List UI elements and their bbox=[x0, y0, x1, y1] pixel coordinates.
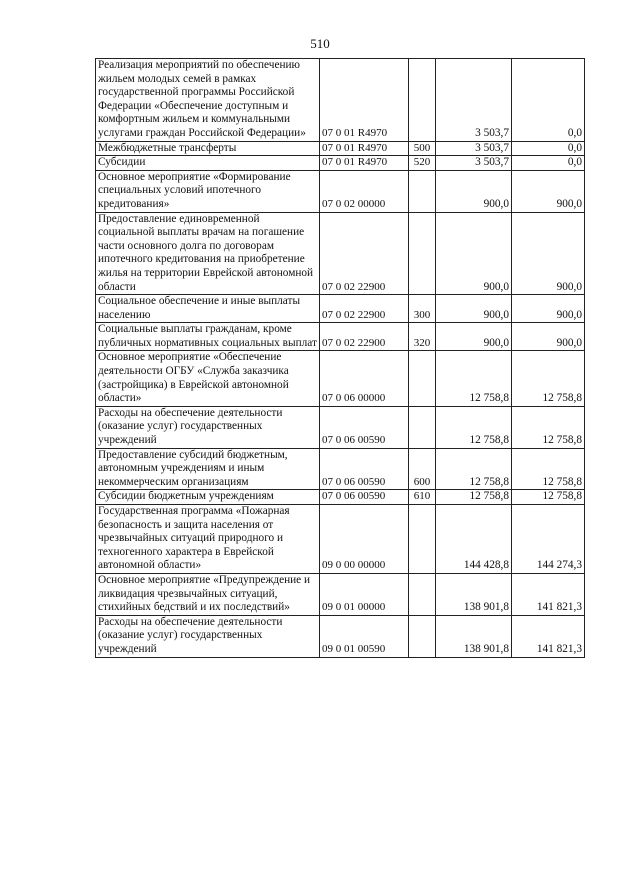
row-sum2: 141 821,3 bbox=[512, 615, 585, 657]
table-row bbox=[96, 351, 585, 406]
row-vr: 520 bbox=[409, 156, 436, 171]
row-sum1: 138 901,8 bbox=[436, 615, 512, 657]
row-code: 09 0 00 00000 bbox=[320, 505, 409, 574]
budget-table bbox=[95, 58, 585, 658]
row-sum2: 0,0 bbox=[512, 59, 585, 142]
row-vr: 300 bbox=[409, 295, 436, 323]
table-row bbox=[96, 323, 585, 351]
table-row bbox=[96, 170, 585, 212]
row-sum2: 0,0 bbox=[512, 156, 585, 171]
row-name: Социальное обеспечение и иные выплаты населению bbox=[96, 295, 320, 323]
row-name: Государственная программа «Пожарная безопасность и защита населения от чрезвычайных ситуаций природного и техногенного характера в Еврейской автономной области» bbox=[96, 505, 320, 574]
row-name: Расходы на обеспечение деятельности (оказание услуг) государственных учреждений bbox=[96, 615, 320, 657]
table-row bbox=[96, 59, 585, 142]
row-name: Межбюджетные трансферты bbox=[96, 141, 320, 156]
row-vr bbox=[409, 59, 436, 142]
row-sum2: 900,0 bbox=[512, 170, 585, 212]
table-row bbox=[96, 615, 585, 657]
row-code: 07 0 02 00000 bbox=[320, 170, 409, 212]
row-vr bbox=[409, 615, 436, 657]
row-code: 07 0 01 R4970 bbox=[320, 156, 409, 171]
row-vr: 320 bbox=[409, 323, 436, 351]
row-sum2: 900,0 bbox=[512, 323, 585, 351]
row-sum1: 12 758,8 bbox=[436, 406, 512, 448]
table-row bbox=[96, 141, 585, 156]
row-sum2: 0,0 bbox=[512, 141, 585, 156]
row-sum1: 138 901,8 bbox=[436, 573, 512, 615]
row-sum1: 3 503,7 bbox=[436, 141, 512, 156]
row-sum2: 141 821,3 bbox=[512, 573, 585, 615]
table-row bbox=[96, 573, 585, 615]
row-vr bbox=[409, 212, 436, 295]
budget-table-body bbox=[96, 59, 585, 658]
page-number: 510 bbox=[310, 36, 330, 51]
row-code: 07 0 01 R4970 bbox=[320, 141, 409, 156]
row-vr bbox=[409, 351, 436, 406]
table-row bbox=[96, 212, 585, 295]
row-name: Основное мероприятие «Формирование специальных условий ипотечного кредитования» bbox=[96, 170, 320, 212]
row-vr bbox=[409, 170, 436, 212]
row-sum1: 900,0 bbox=[436, 295, 512, 323]
row-name: Основное мероприятие «Предупреждение и ликвидация чрезвычайных ситуаций, стихийных бедствий и их последствий» bbox=[96, 573, 320, 615]
row-code: 09 0 01 00000 bbox=[320, 573, 409, 615]
row-name: Реализация мероприятий по обеспечению жильем молодых семей в рамках государственной программы Российской Федерации «Обеспечение доступным и комфортным жильем и коммунальными услугами граждан Российской Федерации» bbox=[96, 59, 320, 142]
row-sum2: 900,0 bbox=[512, 212, 585, 295]
row-code: 09 0 01 00590 bbox=[320, 615, 409, 657]
row-name: Субсидии бюджетным учреждениям bbox=[96, 490, 320, 505]
table-row bbox=[96, 295, 585, 323]
table-row bbox=[96, 156, 585, 171]
table-row bbox=[96, 406, 585, 448]
table-row bbox=[96, 448, 585, 490]
row-sum2: 900,0 bbox=[512, 295, 585, 323]
row-vr: 610 bbox=[409, 490, 436, 505]
row-sum1: 12 758,8 bbox=[436, 448, 512, 490]
row-vr: 600 bbox=[409, 448, 436, 490]
row-name: Социальные выплаты гражданам, кроме публичных нормативных социальных выплат bbox=[96, 323, 320, 351]
row-vr bbox=[409, 573, 436, 615]
row-name: Основное мероприятие «Обеспечение деятельности ОГБУ «Служба заказчика (застройщика) в Еврейской автономной области» bbox=[96, 351, 320, 406]
row-code: 07 0 06 00590 bbox=[320, 490, 409, 505]
row-sum1: 12 758,8 bbox=[436, 351, 512, 406]
row-vr bbox=[409, 406, 436, 448]
row-code: 07 0 06 00590 bbox=[320, 406, 409, 448]
row-code: 07 0 02 22900 bbox=[320, 212, 409, 295]
row-name: Расходы на обеспечение деятельности (оказание услуг) государственных учреждений bbox=[96, 406, 320, 448]
row-sum2: 12 758,8 bbox=[512, 406, 585, 448]
row-name: Субсидии bbox=[96, 156, 320, 171]
row-vr bbox=[409, 505, 436, 574]
table-row bbox=[96, 505, 585, 574]
row-code: 07 0 02 22900 bbox=[320, 323, 409, 351]
row-sum1: 900,0 bbox=[436, 212, 512, 295]
row-sum1: 12 758,8 bbox=[436, 490, 512, 505]
row-sum2: 144 274,3 bbox=[512, 505, 585, 574]
row-code: 07 0 06 00590 bbox=[320, 448, 409, 490]
row-sum2: 12 758,8 bbox=[512, 448, 585, 490]
row-code: 07 0 06 00000 bbox=[320, 351, 409, 406]
table-row bbox=[96, 490, 585, 505]
row-sum1: 144 428,8 bbox=[436, 505, 512, 574]
row-sum2: 12 758,8 bbox=[512, 351, 585, 406]
row-sum1: 900,0 bbox=[436, 170, 512, 212]
row-sum1: 3 503,7 bbox=[436, 156, 512, 171]
row-sum1: 3 503,7 bbox=[436, 59, 512, 142]
row-sum2: 12 758,8 bbox=[512, 490, 585, 505]
row-vr: 500 bbox=[409, 141, 436, 156]
row-code: 07 0 01 R4970 bbox=[320, 59, 409, 142]
row-code: 07 0 02 22900 bbox=[320, 295, 409, 323]
row-name: Предоставление единовременной социальной выплаты врачам на погашение части основного долга по договорам ипотечного кредитования на приобретение жилья на территории Еврейской автономной области bbox=[96, 212, 320, 295]
row-name: Предоставление субсидий бюджетным, автономным учреждениям и иным некоммерческим организациям bbox=[96, 448, 320, 490]
row-sum1: 900,0 bbox=[436, 323, 512, 351]
